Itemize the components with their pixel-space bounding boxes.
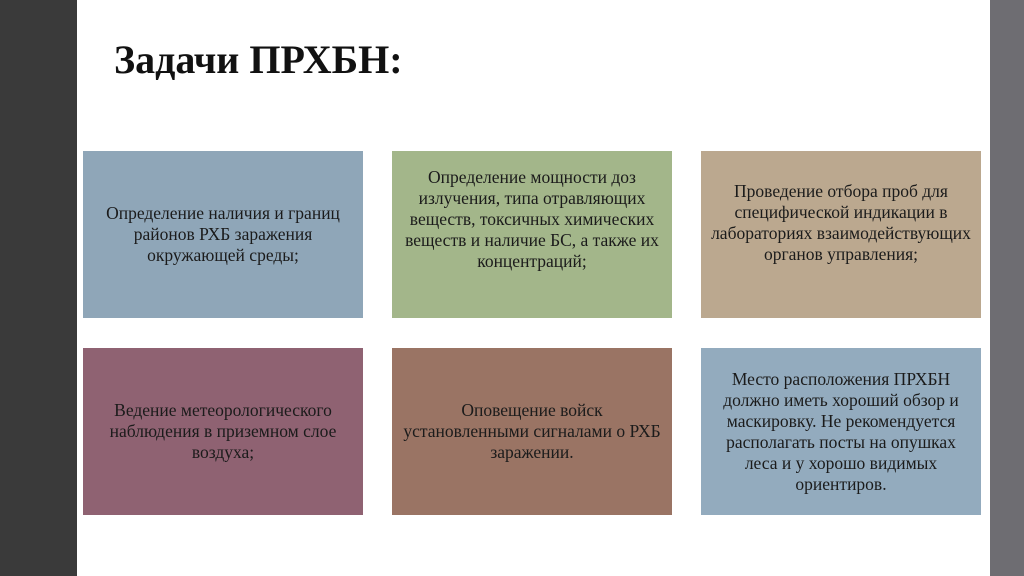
task-box-2 xyxy=(392,151,672,318)
slide xyxy=(77,0,990,576)
task-text-5: Оповещение войск установленными сигналами о РХБ заражении. xyxy=(403,400,661,462)
task-text-6: Место расположения ПРХБН должно иметь хороший обзор и маскировку. Не рекомендуется располагать посты на опушках леса и у хорошо видимых ориентиров. xyxy=(723,368,959,494)
left-margin xyxy=(0,0,77,576)
right-scrollbar[interactable] xyxy=(990,0,1024,576)
task-box-6 xyxy=(701,348,981,515)
slide-title: Задачи ПРХБН: xyxy=(114,37,403,82)
task-box-1 xyxy=(83,151,363,318)
task-box-3 xyxy=(701,151,981,318)
task-text-2: Определение мощности доз излучения, типа отравляющих веществ, токсичных химических веществ и наличие БС, а также их концентраций; xyxy=(405,167,659,271)
task-text-1: Определение наличия и границ районов РХБ заражения окружающей среды; xyxy=(106,203,340,265)
task-text-4: Ведение метеорологического наблюдения в приземном слое воздуха; xyxy=(109,400,337,462)
task-box-5 xyxy=(392,348,672,515)
task-box-4 xyxy=(83,348,363,515)
task-text-3: Проведение отбора проб для специфической индикации в лабораториях взаимодействующих органов управления; xyxy=(711,181,971,264)
